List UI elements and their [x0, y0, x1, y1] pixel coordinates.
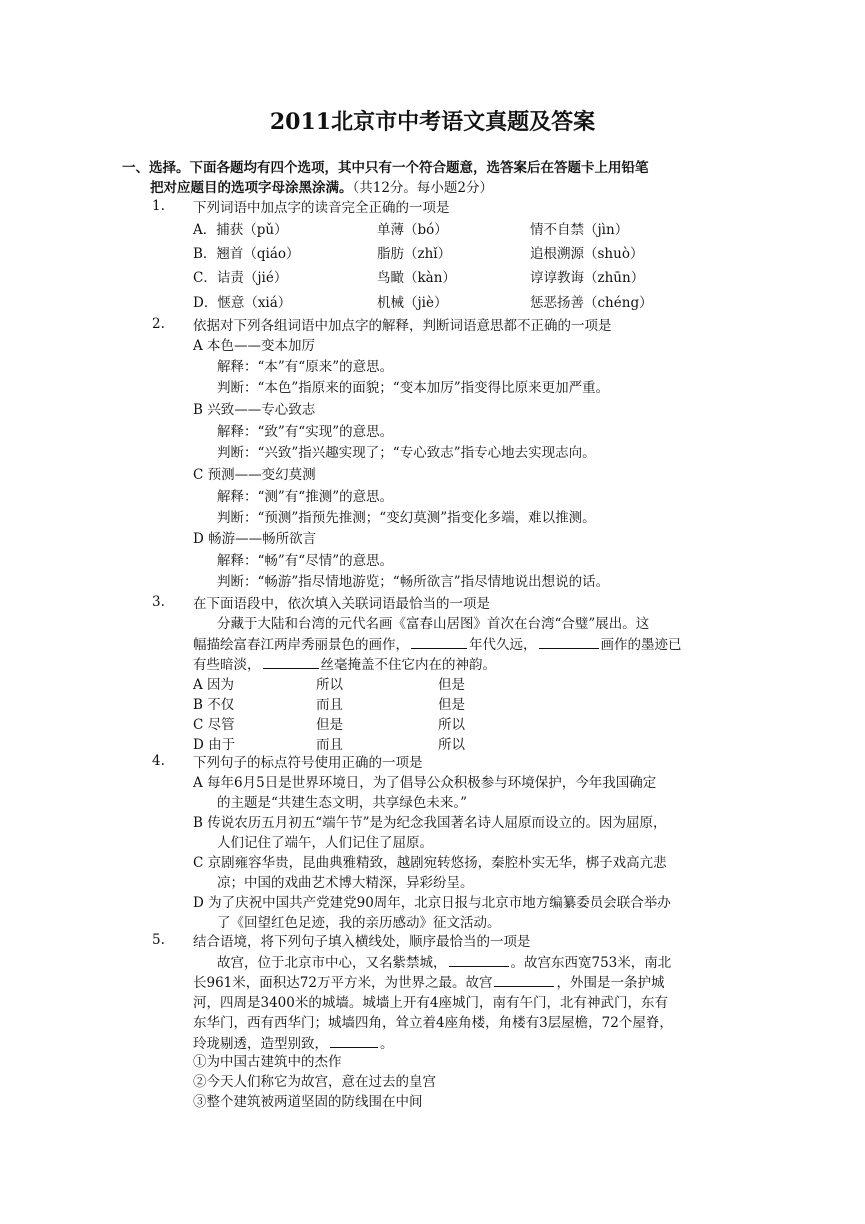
q1-a3: 情不自禁（jìn） [530, 222, 629, 238]
q5-para-line4: 东华门，西有西华门；城墙四角，耸立着4座角楼，角楼有3层屋檐，72个屋脊， [193, 1015, 673, 1031]
q2-option-b: B 兴致——专心致志 [193, 402, 316, 418]
q3-a3: 但是 [438, 677, 465, 693]
q3-blank-2 [539, 634, 599, 649]
q5-para-line2a: 长961米，面积达72万平方米，为世界之最。故宫 [193, 975, 493, 991]
q3-a1: A 因为 [193, 677, 235, 693]
q1-c3: 谆谆教诲（zhūn） [530, 270, 645, 286]
q1-b3: 追根溯源（shuò） [530, 246, 644, 262]
q5-para-line2b: ，外围是一条护城 [556, 975, 665, 991]
section-heading-note: （共12分。每小题2分） [352, 180, 494, 196]
q4-stem: 下列句子的标点符号使用正确的一项是 [193, 755, 423, 771]
q3-c3: 所以 [438, 717, 465, 733]
q2-option-a: A 本色——变本加厉 [193, 338, 316, 354]
q5-para-line1 [217, 952, 671, 973]
q1-d1: D．惬意（xiá） [193, 295, 292, 311]
q3-stem: 在下面语段中，依次填入关联词语最恰当的一项是 [193, 596, 490, 612]
q3-d3: 所以 [438, 737, 465, 753]
q1-c1: C．诘责（jié） [193, 270, 288, 286]
q5-stem: 结合语境，将下列句子填入横线处，顺序最恰当的一项是 [193, 934, 531, 950]
q4-a-line1: A 每年6月5日是世界环境日，为了倡导公众积极参与环境保护，今年我国确定 [193, 775, 657, 791]
q2-d-explain: 解释：“畅”有“尽情”的意思。 [217, 553, 394, 569]
section-heading [122, 158, 762, 198]
q3-para-line3 [193, 654, 496, 675]
q1-b1: B．翘首（qiáo） [193, 246, 300, 262]
q3-blank-3 [263, 654, 319, 669]
q4-d-line2: 了《回望红色足迹，我的亲历感动》征文活动。 [217, 915, 501, 931]
q3-a2: 所以 [316, 677, 343, 693]
q4-c-line2: 凉；中国的戏曲艺术博大精深，异彩纷呈。 [217, 875, 474, 891]
q3-para-line2 [193, 634, 682, 655]
q5-blank-1 [449, 952, 509, 967]
q3-c1: C 尽管 [193, 717, 235, 733]
section-heading-bold2: 把对应题目的选项字母涂黑涂满。 [150, 180, 353, 196]
q5-sentence-1: ①为中国古建筑中的杰作 [193, 1054, 342, 1070]
q2-c-explain: 解释：“测”有“推测”的意思。 [217, 489, 394, 505]
q5-sentence-3: ③整个建筑被两道坚固的防线围在中间 [193, 1094, 423, 1110]
q3-para-line2b: 年代久远， [469, 637, 537, 653]
q5-blank-2 [494, 972, 554, 987]
q1-stem: 下列词语中加点字的读音完全正确的一项是 [193, 200, 450, 216]
q5-para-line5b: 。 [380, 1036, 394, 1052]
q4-b-line2: 人们记住了端午，人们记住了屈原。 [217, 835, 433, 851]
q1-number: 1. [152, 198, 165, 214]
q1-d3: 惩恶扬善（chéng） [530, 295, 653, 311]
q5-number: 5. [152, 932, 165, 948]
q3-d1: D 由于 [193, 737, 236, 753]
q3-b2: 而且 [316, 697, 343, 713]
q2-b-explain: 解释：“致”有“实现”的意思。 [217, 424, 394, 440]
q3-para-line3b: 丝毫掩盖不住它内在的神韵。 [320, 657, 496, 673]
q3-c2: 但是 [316, 717, 343, 733]
section-heading-line2 [122, 178, 762, 198]
q3-para-line1: 分藏于大陆和台湾的元代名画《富春山居图》首次在台湾“合璧”展出。这 [217, 616, 650, 632]
q2-option-c: C 预测——变幻莫测 [193, 467, 316, 483]
q2-a-judge: 判断：“本色”指原来的面貌；“变本加厉”指变得比原来更加严重。 [217, 380, 610, 396]
q4-a-line2: 的主题是“共建生态文明，共享绿色未来。” [217, 795, 468, 811]
q1-d2: 机械（jiè） [377, 295, 448, 311]
q1-c2: 鸟瞰（kàn） [377, 270, 456, 286]
q2-option-d: D 畅游——畅所欲言 [193, 531, 317, 547]
q2-number: 2. [152, 316, 165, 332]
q3-para-line2a: 幅描绘富春江两岸秀丽景色的画作， [193, 637, 409, 653]
q2-a-explain: 解释：“本”有“原来”的意思。 [217, 359, 394, 375]
q5-para-line1b: 。故宫东西宽753米，南北 [510, 955, 672, 971]
q5-para-line5a: 玲珑剔透，造型别致， [193, 1036, 328, 1052]
q3-number: 3. [152, 594, 165, 610]
q4-number: 4. [152, 753, 165, 769]
q5-sentence-2: ②今天人们称它为故宫，意在过去的皇宫 [193, 1074, 436, 1090]
q2-stem: 依据对下列各组词语中加点字的解释，判断词语意思都不正确的一项是 [193, 318, 612, 334]
q3-para-line3a: 有些暗淡， [193, 657, 261, 673]
q5-para-line2 [193, 972, 664, 993]
q3-b1: B 不仅 [193, 697, 235, 713]
q3-b3: 但是 [438, 697, 465, 713]
q1-a2: 单薄（bó） [377, 222, 448, 238]
q4-c-line1: C 京剧雍容华贵，昆曲典雅精致，越剧宛转悠扬，秦腔朴实无华，梆子戏高亢悲 [193, 855, 667, 871]
section-heading-line1: 一、选择。下面各题均有四个选项，其中只有一个符合题意，选答案后在答题卡上用铅笔 [122, 160, 649, 176]
q4-b-line1: B 传说农历五月初五“端午节”是为纪念我国著名诗人屈原而设立的。因为屈原， [193, 815, 667, 831]
q5-para-line3: 河，四周是3400米的城墙。城墙上开有4座城门，南有午门，北有神武门，东有 [193, 995, 668, 1011]
q5-para-line5 [193, 1033, 394, 1054]
page-title: 2011北京市中考语文真题及答案 [269, 109, 596, 135]
q3-blank-1 [411, 634, 467, 649]
q3-d2: 而且 [316, 737, 343, 753]
q5-blank-3 [330, 1033, 378, 1048]
q1-a1: A．捕获（pǔ） [193, 222, 288, 238]
q2-c-judge: 判断：“预测”指预先推测；“变幻莫测”指变化多端，难以推测。 [217, 510, 596, 526]
q4-d-line1: D 为了庆祝中国共产党建党90周年，北京日报与北京市地方编纂委员会联合举办 [193, 895, 671, 911]
q2-b-judge: 判断：“兴致”指兴趣实现了；“专心致志”指专心地去实现志向。 [217, 445, 596, 461]
q1-b2: 脂肪（zhǐ） [377, 246, 452, 262]
q2-d-judge: 判断：“畅游”指尽情地游览；“畅所欲言”指尽情地说出想说的话。 [217, 574, 610, 590]
q3-para-line2c: 画作的墨迹已 [600, 637, 682, 653]
q5-para-line1a: 故宫，位于北京市中心，又名紫禁城， [217, 955, 447, 971]
